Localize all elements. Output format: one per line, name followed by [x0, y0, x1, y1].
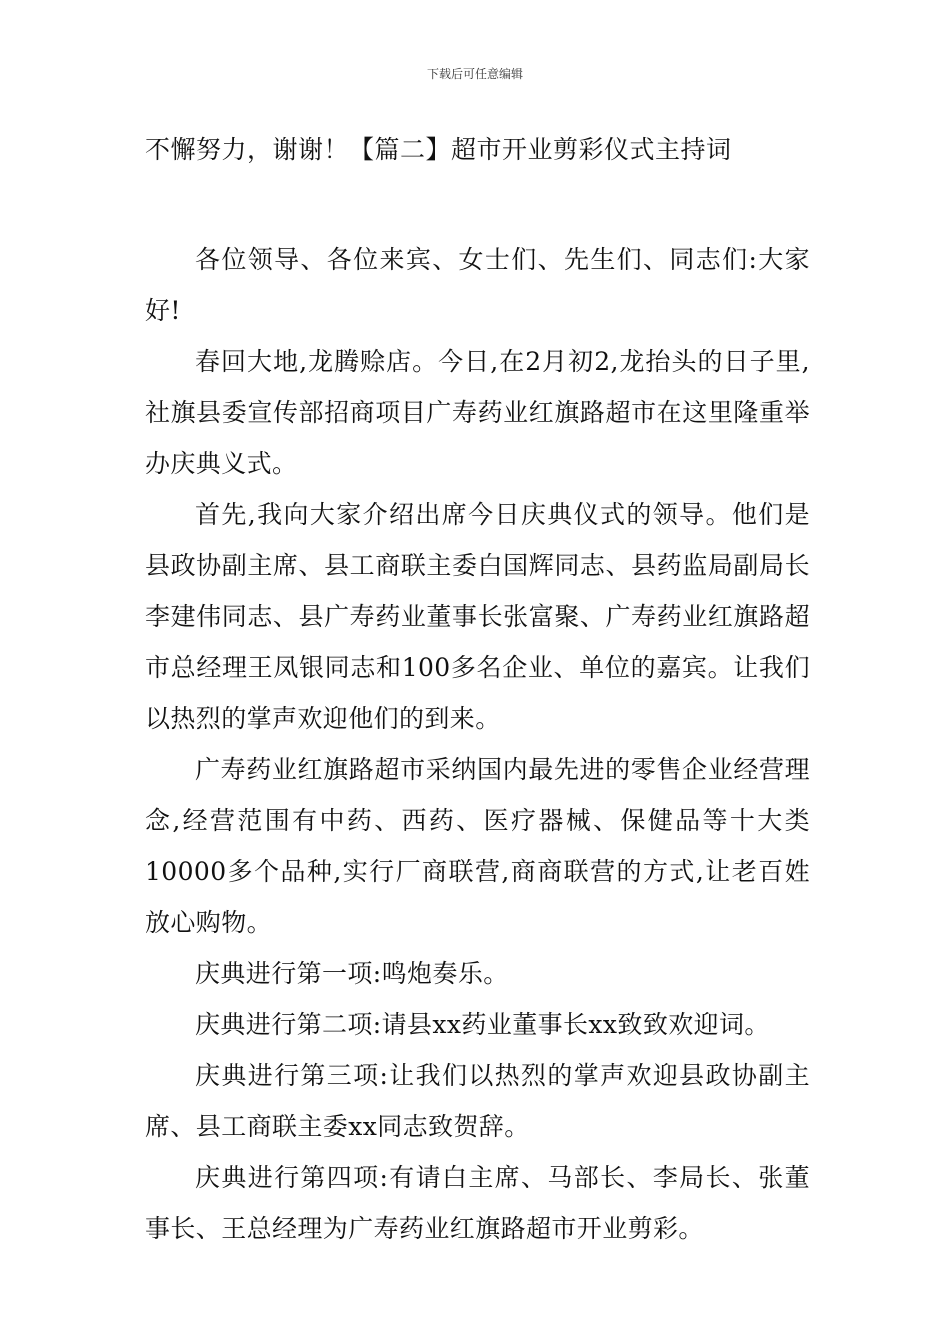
- section-heading: 不懈努力，谢谢！【篇二】超市开业剪彩仪式主持词: [145, 135, 732, 164]
- paragraph-item-three: 庆典进行第三项:让我们以热烈的掌声欢迎县政协副主席、县工商联主委xx同志致贺辞。: [145, 1061, 810, 1141]
- paragraph-business-scope: 广寿药业红旗路超市采纳国内最先进的零售企业经营理念,经营范围有中药、西药、医疗器械、保健品等十大类10000多个品种,实行厂商联营,商商联营的方式,让老百姓放心购物。: [145, 755, 810, 937]
- paragraph-item-two: 庆典进行第二项:请县xx药业董事长xx致致欢迎词。: [195, 1010, 770, 1039]
- paragraph-item-one: 庆典进行第一项:鸣炮奏乐。: [195, 959, 509, 988]
- paragraph-introduction: 首先,我向大家介绍出席今日庆典仪式的领导。他们是县政协副主席、县工商联主委白国辉同志、县药监局副局长李建伟同志、县广寿药业董事长张富聚、广寿药业红旗路超市总经理王凤银同志和100多名企业、单位的嘉宾。让我们以热烈的掌声欢迎他们的到来。: [145, 500, 810, 733]
- paragraph-greeting: 各位领导、各位来宾、女士们、先生们、同志们:大家好!: [145, 245, 810, 325]
- page-header-note: 下载后可任意编辑: [426, 67, 523, 81]
- paragraph-opening: 春回大地,龙腾赊店。今日,在2月初2,龙抬头的日子里,社旗县委宣传部招商项目广寿药业红旗路超市在这里隆重举办庆典义式。: [145, 347, 810, 478]
- document-body: [145, 128, 810, 1254]
- spacer: [145, 172, 810, 234]
- paragraph-item-four: 庆典进行第四项:有请白主席、马部长、李局长、张董事长、王总经理为广寿药业红旗路超市开业剪彩。: [145, 1163, 810, 1243]
